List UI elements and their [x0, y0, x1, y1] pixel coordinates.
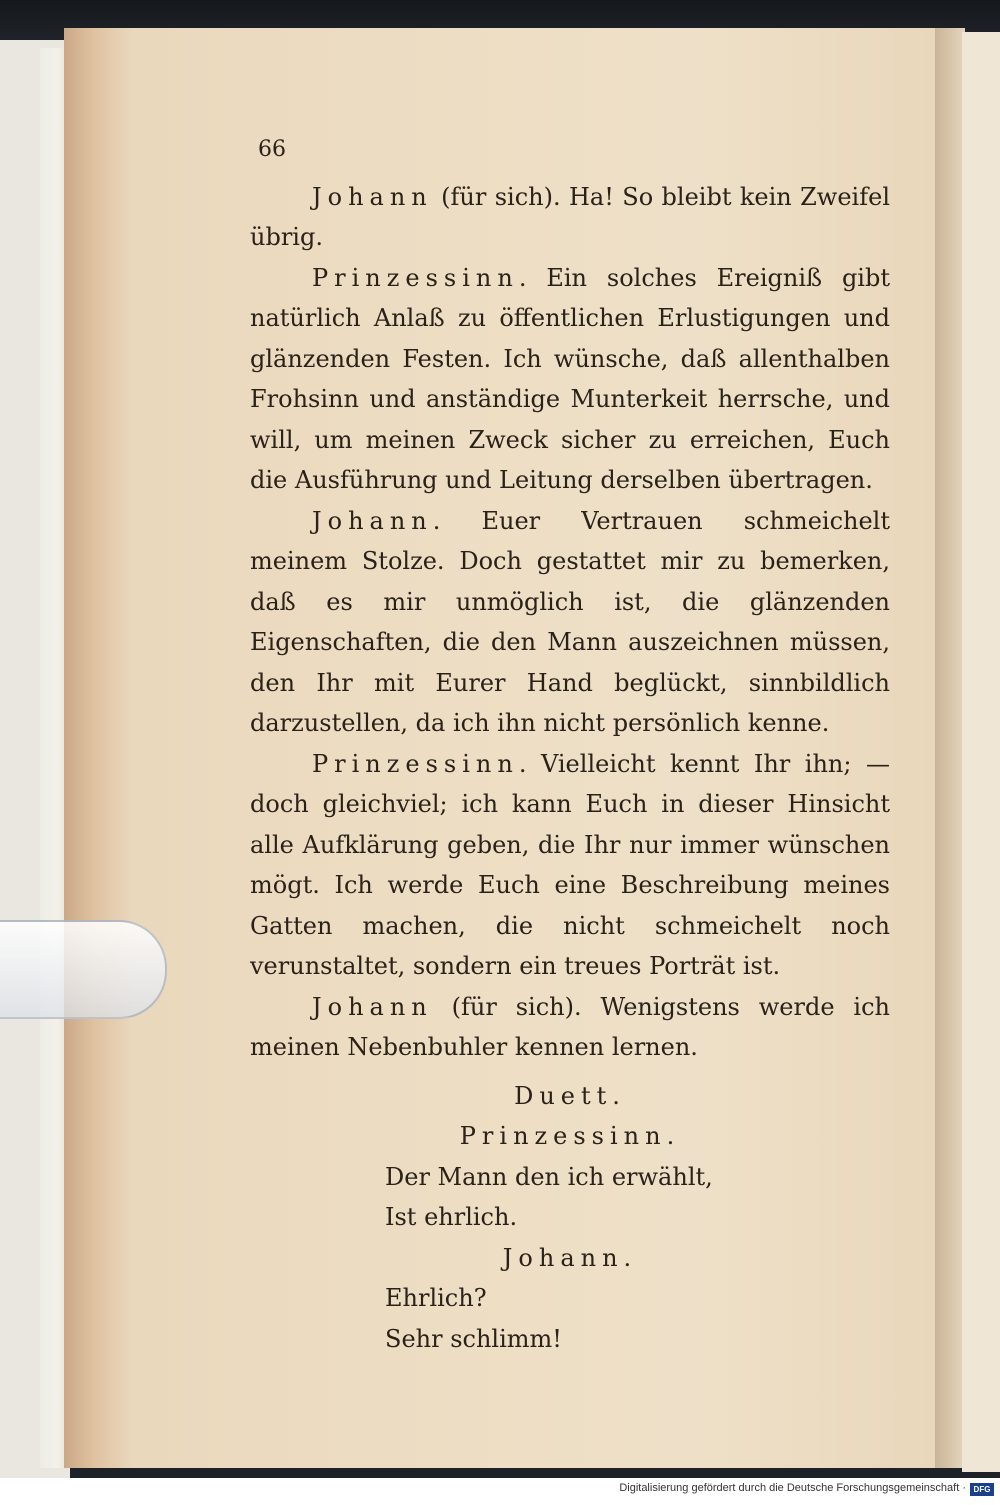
paragraph-text: . Euer Vertrauen schmeichelt meinem Stolze. Doch gestattet mir zu bemerken, daß es mir unmöglich ist, die glänzenden Eigenschaften, die den Mann auszeichnen müssen, den Ihr mit Eurer Hand beglückt, sinnbildlich darzustellen, da ich ihn nicht persönlich kenne. — [250, 506, 890, 737]
paragraph-text: . Ein solches Ereigniß gibt natürlich Anlaß zu öffentlichen Erlustigungen und glänzenden Festen. Ich wünsche, daß allenthalben Frohsinn und anständige Munterkeit herrsche, und will, um meinen Zweck sicher zu erreichen, Euch die Ausführung und Leitung derselben übertragen. — [250, 263, 890, 494]
page-text — [250, 130, 890, 1359]
gutter-shadow — [935, 28, 965, 1468]
paragraph — [250, 177, 890, 258]
paragraph — [250, 744, 890, 987]
speaker-name: Johann — [312, 992, 433, 1021]
duet-speaker-johann: Johann. — [502, 1243, 638, 1272]
paragraph-text: . Vielleicht kennt Ihr ihn; — doch gleichviel; ich kann Euch in dieser Hinsicht alle Aufklärung geben, die Ihr nur immer wünschen mögt. Ich werde Euch eine Beschreibung meines Gatten machen, die nicht schmeichelt noch verunstaltet, sondern ein treues Porträt ist. — [250, 749, 890, 980]
verse-line: Sehr schlimm! — [385, 1324, 562, 1353]
speaker-name: Johann — [312, 182, 433, 211]
paragraph-text: (für sich). Ha! So bleibt kein Zweifel übrig. — [250, 182, 890, 251]
page-number: 66 — [258, 137, 286, 162]
speaker-name: Prinzessinn — [312, 263, 519, 292]
paragraph — [250, 987, 890, 1068]
speaker-name: Johann — [312, 506, 433, 535]
page-stack-edge — [64, 28, 130, 1468]
verse-line: Der Mann den ich erwählt, — [385, 1162, 713, 1191]
verse-line: Ist ehrlich. — [385, 1203, 518, 1231]
duet-heading: Duett. — [514, 1081, 626, 1110]
speaker-name: Prinzessinn — [312, 749, 519, 778]
verse-line: Ehrlich? — [385, 1284, 487, 1312]
adjacent-page — [962, 32, 1000, 1472]
dfg-logo: DFG — [970, 1483, 994, 1496]
paragraph-text: (für sich). Wenigstens werde ich meinen Nebenbuhler kennen lernen. — [250, 992, 890, 1061]
paragraph — [250, 501, 890, 744]
glass-page-clip — [0, 920, 167, 1019]
paragraph — [250, 258, 890, 501]
funding-credit: Digitalisierung gefördert durch die Deutsche Forschungsgemeinschaft · — [619, 1482, 966, 1494]
duet-speaker-prinzessinn: Prinzessinn. — [459, 1122, 681, 1150]
